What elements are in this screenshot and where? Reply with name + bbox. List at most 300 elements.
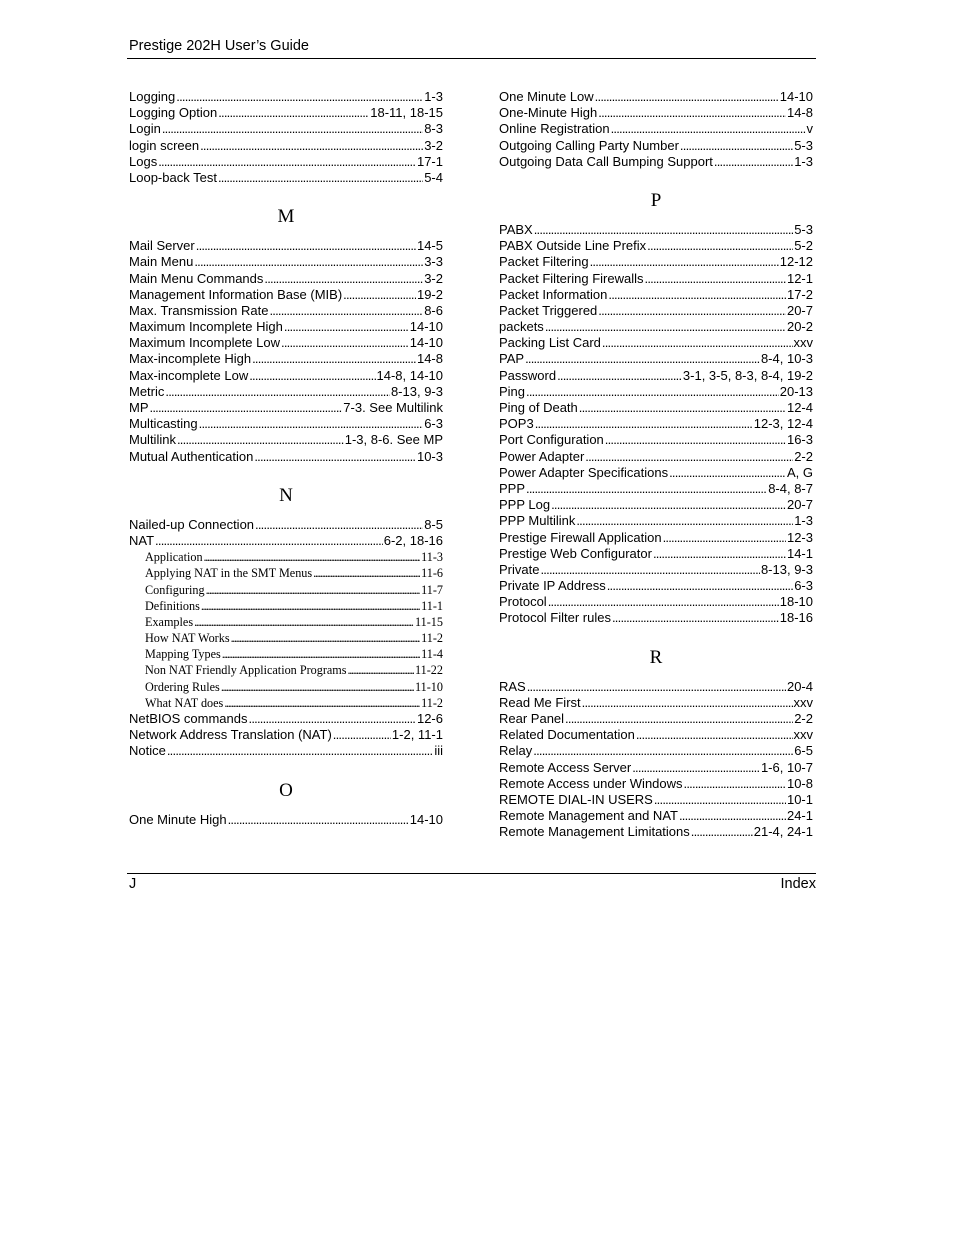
- index-entry: [129, 711, 443, 727]
- index-entry: [129, 351, 443, 367]
- index-term: PAP: [499, 351, 525, 367]
- dot-leader: [196, 238, 416, 254]
- index-entry: [129, 138, 443, 154]
- index-term: PABX Outside Line Prefix: [499, 238, 647, 254]
- dot-leader: [264, 271, 423, 287]
- index-subentry: [129, 630, 443, 646]
- dot-leader: [150, 400, 343, 416]
- index-term: Max. Transmission Rate: [129, 302, 269, 318]
- dot-leader: [281, 335, 409, 351]
- index-page-refs: 12-4: [786, 400, 813, 415]
- index-page-refs: 6-5: [794, 743, 813, 759]
- index-subentry: [129, 646, 443, 662]
- index-entry: [499, 743, 813, 759]
- index-term: Notice: [129, 743, 166, 759]
- index-subentry: [129, 662, 443, 678]
- index-entry: [499, 562, 813, 578]
- index-page-refs: 8-3: [424, 121, 443, 137]
- index-page-refs: 20-4: [786, 678, 813, 694]
- dot-leader: [525, 351, 760, 367]
- index-term: Multilink: [129, 432, 176, 448]
- index-page-refs: 6-3: [424, 416, 443, 432]
- dot-leader: [158, 154, 416, 170]
- index-page-refs: 8-5: [424, 516, 443, 532]
- index-entry: [499, 546, 813, 562]
- dot-leader: [535, 416, 753, 432]
- index-term: Mapping Types: [145, 647, 221, 662]
- index-term: PABX: [499, 221, 533, 237]
- index-entry: [129, 303, 443, 319]
- index-term: One-Minute High: [499, 105, 598, 121]
- index-page-refs: 1-6, 10-7: [760, 759, 813, 775]
- index-page-refs: 8-13, 9-3: [390, 383, 443, 399]
- index-page-refs: 17-2: [786, 286, 813, 302]
- index-page-refs: xxv: [793, 694, 813, 710]
- dot-leader: [252, 351, 416, 367]
- index-entry: [499, 578, 813, 594]
- footer-section-title: Index: [780, 876, 816, 892]
- index-page-refs: 11-7: [421, 582, 443, 597]
- dot-leader: [284, 319, 409, 335]
- index-entry: [499, 727, 813, 743]
- index-entry: [129, 368, 443, 384]
- dot-leader: [167, 743, 433, 759]
- index-term: Outgoing Calling Party Number: [499, 137, 679, 153]
- index-term: Protocol: [499, 594, 547, 610]
- index-page-refs: 20-7: [786, 302, 813, 318]
- index-entry: [129, 254, 443, 270]
- index-entry: [499, 695, 813, 711]
- index-term: Remote Access Server: [499, 759, 632, 775]
- index-page-refs: 12-12: [779, 254, 813, 270]
- index-page-refs: 3-1, 3-5, 8-3, 8-4, 19-2: [682, 367, 813, 383]
- index-page-refs: 8-4, 8-7: [768, 480, 813, 496]
- index-entry: [499, 497, 813, 513]
- index-term: RAS: [499, 678, 526, 694]
- index-entry: [129, 105, 443, 121]
- index-term: Maximum Incomplete High: [129, 319, 283, 335]
- index-term: Related Documentation: [499, 727, 635, 743]
- dot-leader: [653, 546, 786, 562]
- index-term: REMOTE DIAL-IN USERS: [499, 791, 653, 807]
- index-term: Non NAT Friendly Application Programs: [145, 663, 347, 678]
- dot-leader: [576, 513, 793, 529]
- index-term: Remote Management and NAT: [499, 808, 678, 824]
- index-entry: [129, 238, 443, 254]
- dot-leader: [557, 368, 682, 384]
- dot-leader: [228, 812, 409, 828]
- index-term: Packet Information: [499, 286, 608, 302]
- index-term: Ping: [499, 383, 526, 399]
- dot-leader: [176, 89, 423, 105]
- dot-leader: [545, 319, 786, 335]
- index-subentry: [129, 679, 443, 695]
- index-entry: [129, 727, 443, 743]
- index-letter-heading: P: [650, 189, 662, 211]
- index-subentry: [129, 695, 443, 711]
- index-page-refs: 20-13: [779, 383, 813, 399]
- index-term: login screen: [129, 137, 200, 153]
- index-page-refs: 11-4: [421, 647, 443, 662]
- index-entry: [499, 271, 813, 287]
- index-entry: [499, 594, 813, 610]
- dot-leader: [590, 254, 779, 270]
- dot-leader: [162, 121, 423, 137]
- index-page-refs: 10-1: [786, 791, 813, 807]
- dot-leader: [636, 727, 793, 743]
- index-term: Metric: [129, 383, 165, 399]
- index-term: Read Me First: [499, 694, 581, 710]
- dot-leader: [680, 138, 793, 154]
- dot-leader: [632, 760, 760, 776]
- index-page-refs: 3-2: [424, 270, 443, 286]
- index-term: Private: [499, 561, 540, 577]
- index-page-refs: 20-2: [786, 319, 813, 335]
- index-page-refs: 12-6: [416, 711, 443, 726]
- index-term: Management Information Base (MIB): [129, 286, 343, 302]
- index-page-refs: 6-2, 18-16: [383, 532, 443, 548]
- index-term: Power Adapter Specifications: [499, 464, 669, 480]
- index-page-refs: 14-8, 14-10: [376, 367, 443, 383]
- index-entry: [499, 351, 813, 367]
- index-page-refs: 20-7: [786, 497, 813, 513]
- index-page-refs: 5-3: [794, 221, 813, 237]
- index-term: One Minute High: [129, 811, 227, 827]
- index-page-refs: 1-3: [794, 513, 813, 529]
- dot-leader: [254, 449, 416, 465]
- footer-page-number: J: [129, 876, 137, 892]
- index-page-refs: 14-5: [416, 238, 443, 254]
- dot-leader: [654, 792, 786, 808]
- index-entry: [129, 812, 443, 828]
- index-term: Remote Management Limitations: [499, 824, 690, 840]
- index-term: Relay: [499, 743, 533, 759]
- index-term: Login: [129, 121, 161, 137]
- dot-leader: [579, 400, 786, 416]
- index-term: Maximum Incomplete Low: [129, 335, 280, 351]
- dot-leader: [348, 662, 414, 678]
- dot-leader: [602, 335, 793, 351]
- index-entry: [499, 105, 813, 121]
- index-page-refs: 7-3. See Multilink: [343, 400, 443, 415]
- dot-leader: [605, 432, 786, 448]
- dot-leader: [598, 303, 786, 319]
- dot-leader: [201, 598, 420, 614]
- index-page-refs: 2-2: [794, 448, 813, 464]
- index-term: Protocol Filter rules: [499, 610, 611, 626]
- index-term: NAT: [129, 532, 155, 548]
- index-page-refs: 17-1: [416, 153, 443, 169]
- page-header-title: Prestige 202H User’s Guide: [129, 38, 309, 54]
- footer-rule: [127, 873, 816, 874]
- index-entry: [499, 138, 813, 154]
- dot-leader: [608, 287, 786, 303]
- index-term: Main Menu Commands: [129, 270, 264, 286]
- dot-leader: [714, 154, 793, 170]
- dot-leader: [582, 695, 793, 711]
- dot-leader: [598, 105, 786, 121]
- index-term: NetBIOS commands: [129, 711, 248, 726]
- dot-leader: [199, 416, 424, 432]
- index-page-refs: 1-3: [794, 153, 813, 169]
- index-entry: [499, 679, 813, 695]
- index-page-refs: 21-4, 24-1: [753, 824, 813, 840]
- index-letter-heading: R: [649, 646, 663, 668]
- index-page-refs: 11-1: [421, 598, 443, 613]
- index-page-refs: 11-10: [415, 679, 443, 694]
- dot-leader: [551, 497, 786, 513]
- index-entry: [499, 287, 813, 303]
- index-page-refs: 8-13, 9-3: [760, 561, 813, 577]
- dot-leader: [533, 743, 793, 759]
- index-page-refs: 1-2, 11-1: [391, 727, 443, 743]
- index-term: Packet Filtering: [499, 254, 589, 270]
- index-page-refs: 3-2: [424, 137, 443, 153]
- dot-leader: [249, 368, 375, 384]
- index-entry: [499, 254, 813, 270]
- dot-leader: [231, 630, 421, 646]
- index-term: Main Menu: [129, 254, 194, 270]
- index-page-refs: 14-1: [786, 545, 813, 561]
- index-page-refs: 14-10: [409, 335, 443, 351]
- index-term: Configuring: [145, 582, 205, 597]
- dot-leader: [206, 582, 421, 598]
- index-page-refs: 2-2: [794, 711, 813, 726]
- index-entry: [129, 335, 443, 351]
- dot-leader: [194, 614, 414, 630]
- index-entry: [499, 760, 813, 776]
- index-page-refs: 10-8: [786, 775, 813, 791]
- index-term: PPP Log: [499, 497, 551, 513]
- index-page-refs: 14-8: [786, 105, 813, 121]
- index-page-refs: 14-10: [779, 89, 813, 104]
- index-page-refs: 11-22: [415, 663, 443, 678]
- index-entry: [499, 154, 813, 170]
- index-page-refs: A, G: [786, 464, 813, 480]
- dot-leader: [611, 121, 806, 137]
- index-entry: [129, 533, 443, 549]
- index-page-refs: xxv: [793, 727, 813, 743]
- index-entry: [129, 400, 443, 416]
- dot-leader: [222, 646, 420, 662]
- index-page-refs: 18-11, 18-15: [370, 105, 443, 121]
- index-entry: [499, 530, 813, 546]
- index-page-refs: v: [806, 121, 813, 137]
- index-entry: [129, 416, 443, 432]
- index-term: Prestige Web Configurator: [499, 545, 652, 561]
- index-subentry: [129, 565, 443, 581]
- index-term: Mail Server: [129, 238, 195, 254]
- index-entry: [129, 384, 443, 400]
- index-entry: [499, 89, 813, 105]
- index-page-refs: 12-3: [786, 529, 813, 545]
- index-term: Definitions: [145, 598, 200, 613]
- index-page-refs: 10-3: [416, 448, 443, 464]
- index-page-refs: 5-4: [424, 169, 443, 185]
- index-term: Port Configuration: [499, 432, 604, 448]
- index-page-refs: 5-3: [794, 137, 813, 153]
- index-page-refs: 19-2: [416, 286, 443, 302]
- index-term: Remote Access under Windows: [499, 775, 683, 791]
- dot-leader: [645, 271, 786, 287]
- index-term: MP: [129, 400, 149, 415]
- index-entry: [499, 432, 813, 448]
- index-entry: [499, 368, 813, 384]
- index-term: Network Address Translation (NAT): [129, 727, 332, 743]
- dot-leader: [155, 533, 383, 549]
- index-entry: [499, 792, 813, 808]
- index-entry: [499, 481, 813, 497]
- dot-leader: [669, 465, 786, 481]
- dot-leader: [333, 727, 391, 743]
- dot-leader: [663, 530, 786, 546]
- dot-leader: [540, 562, 759, 578]
- index-page-refs: 11-15: [415, 614, 443, 629]
- index-column-left: [129, 89, 443, 828]
- index-entry: [499, 465, 813, 481]
- index-page-refs: 1-3: [424, 89, 443, 104]
- index-term: Rear Panel: [499, 711, 565, 726]
- dot-leader: [565, 711, 793, 727]
- index-entry: [499, 222, 813, 238]
- dot-leader: [218, 170, 423, 186]
- index-entry: [129, 89, 443, 105]
- dot-leader: [526, 481, 767, 497]
- index-term: Multicasting: [129, 416, 198, 432]
- index-subentry: [129, 582, 443, 598]
- index-page-refs: 14-10: [409, 319, 443, 335]
- index-term: Logging: [129, 89, 176, 104]
- dot-leader: [204, 549, 421, 565]
- dot-leader: [343, 287, 416, 303]
- index-page-refs: 3-3: [424, 254, 443, 270]
- index-subentry: [129, 598, 443, 614]
- index-term: Password: [499, 367, 557, 383]
- index-entry: [499, 513, 813, 529]
- index-page-refs: 11-3: [421, 550, 443, 565]
- dot-leader: [200, 138, 423, 154]
- index-entry: [499, 384, 813, 400]
- index-entry: [499, 238, 813, 254]
- index-entry: [129, 154, 443, 170]
- index-term: Ping of Death: [499, 400, 578, 415]
- index-entry: [499, 121, 813, 137]
- dot-leader: [224, 695, 420, 711]
- index-letter-heading: O: [279, 779, 293, 801]
- index-page-refs: 11-2: [421, 695, 443, 710]
- index-term: POP3: [499, 416, 534, 432]
- index-page-refs: xxv: [793, 335, 813, 351]
- dot-leader: [165, 384, 390, 400]
- index-entry: [499, 303, 813, 319]
- dot-leader: [585, 449, 793, 465]
- index-entry: [499, 319, 813, 335]
- index-page-refs: 14-8: [416, 351, 443, 367]
- dot-leader: [679, 808, 786, 824]
- dot-leader: [691, 824, 753, 840]
- index-term: Nailed-up Connection: [129, 516, 255, 532]
- index-entry: [129, 449, 443, 465]
- dot-leader: [249, 711, 416, 727]
- index-term: Logs: [129, 153, 158, 169]
- index-entry: [129, 271, 443, 287]
- index-page-refs: 12-1: [786, 270, 813, 286]
- dot-leader: [612, 610, 779, 626]
- index-term: One Minute Low: [499, 89, 594, 104]
- index-term: Ordering Rules: [145, 679, 220, 694]
- index-page-refs: 1-3, 8-6. See MP: [344, 432, 443, 448]
- index-page-refs: 14-10: [409, 811, 443, 827]
- index-entry: [129, 432, 443, 448]
- index-entry: [499, 400, 813, 416]
- index-page-refs: 12-3, 12-4: [753, 416, 813, 432]
- dot-leader: [548, 594, 779, 610]
- index-entry: [499, 824, 813, 840]
- index-letter-heading: N: [279, 484, 293, 506]
- index-term: packets: [499, 319, 544, 335]
- index-term: Examples: [145, 614, 194, 629]
- dot-leader: [526, 384, 779, 400]
- index-term: Private IP Address: [499, 578, 606, 594]
- index-term: Packet Filtering Firewalls: [499, 270, 644, 286]
- index-term: Outgoing Data Call Bumping Support: [499, 153, 713, 169]
- dot-leader: [607, 578, 793, 594]
- index-term: Max-incomplete High: [129, 351, 252, 367]
- dot-leader: [255, 517, 423, 533]
- dot-leader: [194, 254, 423, 270]
- index-letter-heading: M: [277, 206, 295, 228]
- index-entry: [129, 517, 443, 533]
- dot-leader: [684, 776, 786, 792]
- index-page-refs: 8-6: [424, 302, 443, 318]
- index-term: Loop-back Test: [129, 169, 217, 185]
- index-entry: [129, 743, 443, 759]
- dot-leader: [527, 679, 786, 695]
- index-page-refs: 24-1: [786, 808, 813, 824]
- index-term: PPP: [499, 480, 526, 496]
- index-entry: [499, 776, 813, 792]
- index-term: Applying NAT in the SMT Menus: [145, 566, 313, 581]
- index-column-right: [499, 89, 813, 841]
- index-entry: [499, 711, 813, 727]
- index-page-refs: 11-2: [421, 631, 443, 646]
- index-page-refs: iii: [434, 743, 443, 759]
- dot-leader: [534, 222, 793, 238]
- index-entry: [499, 449, 813, 465]
- index-entry: [129, 287, 443, 303]
- index-term: Packing List Card: [499, 335, 601, 351]
- index-page-refs: 18-16: [779, 610, 813, 626]
- index-entry: [129, 121, 443, 137]
- index-entry: [499, 335, 813, 351]
- index-term: Max-incomplete Low: [129, 367, 249, 383]
- index-entry: [499, 610, 813, 626]
- index-term: Application: [145, 550, 203, 565]
- index-page-refs: 16-3: [786, 432, 813, 448]
- index-page-refs: 5-2: [794, 238, 813, 254]
- dot-leader: [313, 565, 420, 581]
- index-page-refs: 6-3: [794, 578, 813, 594]
- index-term: Power Adapter: [499, 448, 585, 464]
- index-term: What NAT does: [145, 695, 224, 710]
- index-entry: [499, 808, 813, 824]
- index-subentry: [129, 614, 443, 630]
- index-term: How NAT Works: [145, 631, 230, 646]
- dot-leader: [221, 679, 414, 695]
- header-rule: [127, 58, 816, 59]
- index-page-refs: 11-6: [421, 566, 443, 581]
- index-subentry: [129, 549, 443, 565]
